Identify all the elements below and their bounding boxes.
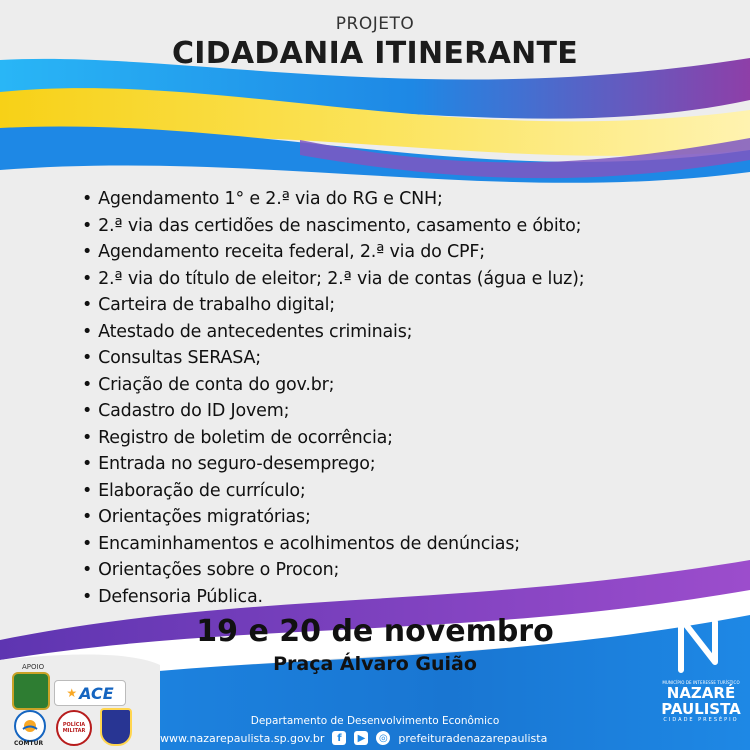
- service-item: [82, 319, 584, 346]
- service-item: [82, 213, 584, 240]
- service-item: [82, 292, 584, 319]
- policia-militar-text: POLÍCIA MILITAR: [62, 722, 86, 734]
- service-text: Encaminhamentos e acolhimentos de denúncias;: [98, 533, 520, 554]
- service-text: Consultas SERASA;: [98, 348, 261, 368]
- bullet-icon: •: [82, 242, 93, 262]
- service-item: [82, 504, 584, 531]
- brand-n-icon: [671, 618, 731, 674]
- star-icon: ★: [66, 686, 78, 700]
- service-item: [82, 584, 584, 611]
- service-text: Entrada no seguro-desemprego;: [98, 454, 376, 474]
- service-text: Cadastro do ID Jovem;: [98, 401, 290, 421]
- service-item: [82, 186, 584, 213]
- service-item: [82, 239, 584, 266]
- service-text: 2.ª via das certidões de nascimento, casamento e óbito;: [98, 215, 582, 236]
- website-link[interactable]: www.nazarepaulista.sp.gov.br: [160, 731, 325, 745]
- bullet-icon: •: [82, 348, 93, 368]
- comtur-label: COMTUR: [14, 740, 44, 747]
- bullet-icon: •: [82, 268, 93, 289]
- service-text: Atestado de antecedentes criminais;: [98, 321, 413, 342]
- service-item: [82, 372, 584, 399]
- bullet-icon: •: [82, 454, 93, 474]
- bullet-icon: •: [82, 533, 93, 554]
- event-date: 19 e 20 de novembro: [196, 614, 554, 649]
- service-text: Orientações migratórias;: [98, 507, 311, 527]
- youtube-icon[interactable]: ▶: [354, 731, 368, 745]
- service-text: Carteira de trabalho digital;: [98, 295, 335, 315]
- nazare-paulista-brand: [658, 618, 744, 723]
- support-label: APOIO: [22, 663, 45, 671]
- service-item: [82, 557, 584, 584]
- service-item: [82, 266, 584, 293]
- services-list: [82, 186, 584, 610]
- bullet-icon: •: [82, 401, 93, 421]
- service-text: Orientações sobre o Procon;: [98, 560, 340, 580]
- service-text: Elaboração de currículo;: [98, 480, 306, 501]
- bullet-icon: •: [82, 321, 93, 342]
- header: [0, 14, 750, 71]
- bullet-icon: •: [82, 427, 93, 448]
- department-text: Departamento de Desenvolvimento Econômico: [250, 715, 500, 727]
- facebook-icon[interactable]: f: [332, 731, 346, 745]
- service-text: Registro de boletim de ocorrência;: [98, 427, 393, 448]
- brand-name-line2: PAULISTA: [661, 700, 741, 718]
- service-item: [82, 531, 584, 558]
- bullet-icon: •: [82, 374, 93, 395]
- ace-logo-text: ACE: [79, 683, 114, 703]
- service-text: Agendamento receita federal, 2.ª via do CPF;: [98, 242, 485, 262]
- instagram-icon[interactable]: ◎: [376, 731, 390, 745]
- bullet-icon: •: [82, 295, 93, 315]
- footer-links: [160, 731, 547, 745]
- bullet-icon: •: [82, 189, 93, 209]
- bullet-icon: •: [82, 586, 93, 607]
- bullet-icon: •: [82, 215, 93, 236]
- event-place: Praça Álvaro Guião: [273, 653, 477, 675]
- service-text: Agendamento 1° e 2.ª via do RG e CNH;: [98, 189, 443, 209]
- service-item: [82, 451, 584, 478]
- brand-tagline: MUNICÍPIO DE INTERESSE TURÍSTICO: [662, 680, 740, 685]
- service-text: 2.ª via do título de eleitor; 2.ª via de contas (água e luz);: [98, 268, 585, 289]
- service-text: Defensoria Pública.: [98, 586, 263, 607]
- project-kicker: PROJETO: [335, 14, 415, 34]
- brand-name-line1: NAZARÉ: [666, 684, 736, 702]
- ace-logo: [54, 680, 126, 706]
- service-item: [82, 345, 584, 372]
- bullet-icon: •: [82, 560, 93, 580]
- city-seal-logo: [12, 672, 50, 710]
- bullet-icon: •: [82, 507, 93, 527]
- service-item: [82, 478, 584, 505]
- brand-subtitle: CIDADE PRESÉPIO: [663, 717, 739, 723]
- service-item: [82, 398, 584, 425]
- service-text: Criação de conta do gov.br;: [98, 374, 335, 395]
- social-handle[interactable]: prefeituradenazarepaulista: [398, 731, 548, 745]
- bullet-icon: •: [82, 480, 93, 501]
- project-title: CIDADANIA ITINERANTE: [171, 36, 579, 71]
- service-item: [82, 425, 584, 452]
- shield-logo: [100, 708, 132, 746]
